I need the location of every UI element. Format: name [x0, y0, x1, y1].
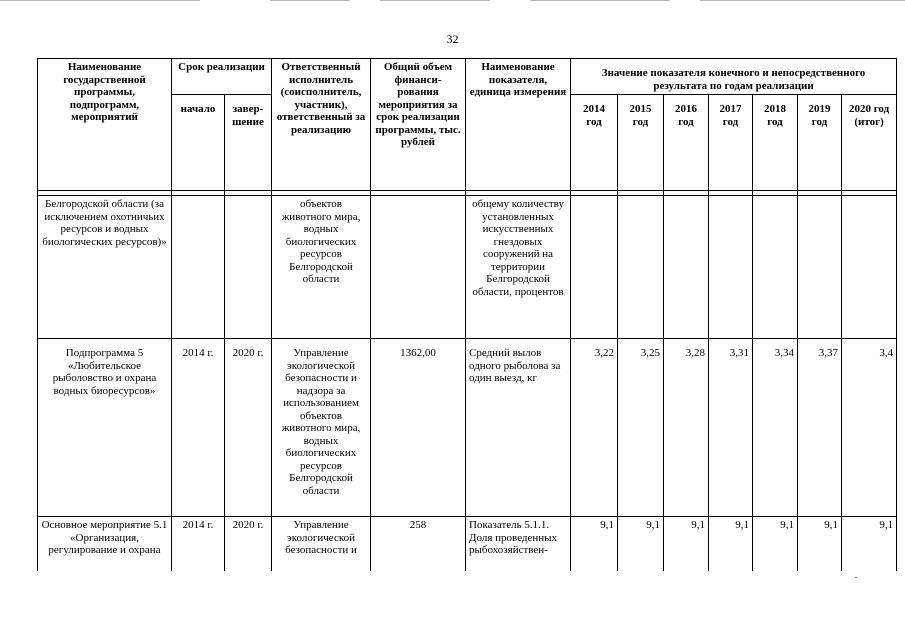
row-value [842, 196, 897, 346]
row-separator-line [37, 338, 896, 339]
row-value: 9,1 [664, 517, 709, 571]
header-values: Значение показателя конечного и непосредственного результата по годам реализации [571, 59, 897, 95]
header-row-1 [38, 59, 897, 95]
header-indicator: Наименование показателя, единица измерения [466, 59, 571, 196]
row-finance: 1362,00 [371, 345, 466, 517]
table-row [38, 345, 897, 517]
row-finance [371, 196, 466, 346]
row-end: 2020 г. [225, 517, 272, 571]
header-year: 2015 год [618, 95, 664, 196]
table-row [38, 196, 897, 346]
row-value: 9,1 [798, 517, 842, 571]
row-start [172, 196, 225, 346]
row-value [709, 196, 753, 346]
row-name: Белгородской области (за исключением охотничьих ресурсов и водных биологических ресурсов)» [38, 196, 172, 346]
row-value [618, 196, 664, 346]
row-name: Подпрограмма 5 «Любительское рыболовство и охрана водных биоресурсов» [38, 345, 172, 517]
row-value: 3,4 [842, 345, 897, 517]
row-value: 3,25 [618, 345, 664, 517]
scan-speck [855, 577, 857, 578]
row-value [753, 196, 798, 346]
row-responsible: Управление экологической безопасности и надзора за использованием объектов животного мира, водных биологических ресурсов Белгородской области [272, 345, 371, 517]
header-year: 2020 год (итог) [842, 95, 897, 196]
header-year: 2016 год [664, 95, 709, 196]
row-value: 9,1 [618, 517, 664, 571]
row-value: 9,1 [753, 517, 798, 571]
row-indicator: Показатель 5.1.1. Доля проведенных рыбохозяйствен- [466, 517, 571, 571]
header-year: 2014 год [571, 95, 618, 196]
header-term-end: завер-шение [225, 95, 272, 196]
row-value [664, 196, 709, 346]
header-term-start: начало [172, 95, 225, 196]
row-responsible: объектов животного мира, водных биологических ресурсов Белгородской области [272, 196, 371, 346]
row-start: 2014 г. [172, 517, 225, 571]
scan-edge-line [700, 0, 905, 1]
header-name: Наименование государственной программы, подпрограмм, мероприятий [38, 59, 172, 196]
header-responsible: Ответственный исполнитель (соисполнитель, участник), ответственный за реализацию [272, 59, 371, 196]
row-finance: 258 [371, 517, 466, 571]
row-separator-line [37, 516, 896, 517]
header-term: Срок реализации [172, 59, 272, 95]
row-indicator: Средний вылов одного рыболова за один выезд, кг [466, 345, 571, 517]
row-value [571, 196, 618, 346]
header-year: 2019 год [798, 95, 842, 196]
row-value: 9,1 [709, 517, 753, 571]
page-number: 32 [446, 32, 459, 46]
row-value: 9,1 [571, 517, 618, 571]
header-year: 2018 год [753, 95, 798, 196]
row-start: 2014 г. [172, 345, 225, 517]
row-value: 3,37 [798, 345, 842, 517]
row-separator-line [37, 190, 896, 191]
row-value: 3,31 [709, 345, 753, 517]
row-value: 3,34 [753, 345, 798, 517]
program-table [37, 58, 897, 571]
scan-edge-line [0, 0, 200, 1]
row-end [225, 196, 272, 346]
table-row [38, 517, 897, 571]
scan-edge-line [270, 0, 350, 1]
row-value: 3,22 [571, 345, 618, 517]
row-name: Основное мероприятие 5.1 «Организация, регулирование и охрана [38, 517, 172, 571]
row-value [798, 196, 842, 346]
row-value: 9,1 [842, 517, 897, 571]
header-finance: Общий объем финанси-рования мероприятия за срок реализации программы, тыс. рублей [371, 59, 466, 196]
header-year: 2017 год [709, 95, 753, 196]
scan-edge-line [380, 0, 490, 1]
scan-edge-line [530, 0, 670, 1]
row-responsible: Управление экологической безопасности и [272, 517, 371, 571]
row-indicator: общему количеству установленных искусственных гнездовых сооружений на территории Белгородской области, процентов [466, 196, 571, 346]
row-end: 2020 г. [225, 345, 272, 517]
row-value: 3,28 [664, 345, 709, 517]
